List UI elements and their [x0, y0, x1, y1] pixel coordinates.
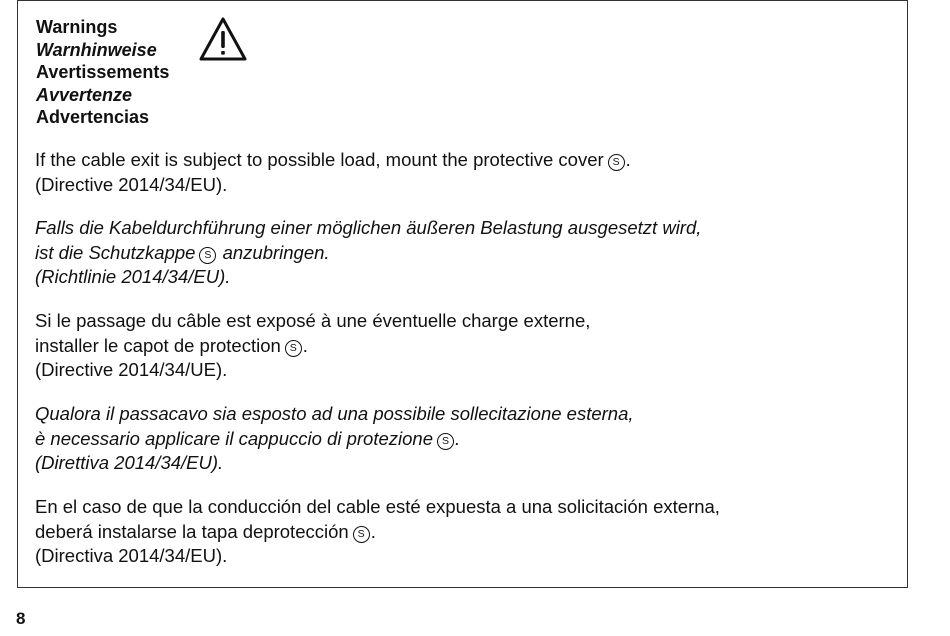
paragraph-es	[35, 495, 720, 569]
paragraph-es-line1: En el caso de que la conducción del cable esté expuesta a una solicitación externa,	[35, 496, 720, 517]
symbol-s-icon: S	[353, 526, 370, 543]
paragraph-it-line3: (Direttiva 2014/34/EU).	[35, 452, 224, 473]
heading-en: Warnings	[36, 17, 118, 37]
heading-es: Advertencias	[36, 107, 150, 127]
paragraph-es-text: deberá instalarse la tapa deprotección	[35, 520, 349, 542]
paragraph-en-line1	[35, 148, 631, 173]
paragraph-de-line1: Falls die Kabeldurchführung einer möglichen äußeren Belastung ausgesetzt wird,	[35, 217, 702, 238]
paragraph-es-end: .	[370, 520, 376, 542]
page-number: 8	[16, 609, 26, 628]
paragraph-de-end: anzubringen.	[222, 241, 330, 263]
paragraph-fr-line1: Si le passage du câble est exposé à une éventuelle charge externe,	[35, 310, 591, 331]
paragraph-fr-text: installer le capot de protection	[35, 334, 281, 356]
paragraph-de	[35, 216, 701, 290]
warning-triangle-icon	[198, 16, 248, 62]
paragraph-en	[35, 148, 631, 197]
heading-de: Warnhinweise	[36, 39, 157, 60]
paragraph-it-text: è necessario applicare il cappuccio di protezione	[35, 427, 433, 449]
symbol-s-icon: S	[285, 340, 302, 357]
paragraph-it-line1: Qualora il passacavo sia esposto ad una possibile sollecitazione esterna,	[35, 403, 634, 424]
heading-it: Avvertenze	[36, 84, 133, 105]
paragraph-en-end: .	[625, 149, 631, 170]
paragraph-it	[35, 402, 634, 476]
paragraph-de-text: ist die Schutzkappe	[35, 241, 196, 263]
paragraph-en-line2: (Directive 2014/34/EU).	[35, 173, 228, 195]
paragraph-it-line2	[35, 427, 634, 452]
symbol-s-icon: S	[608, 154, 625, 171]
paragraph-es-line2	[35, 520, 720, 545]
heading-fr: Avertissements	[36, 62, 170, 82]
paragraph-fr-end: .	[302, 334, 308, 356]
paragraph-fr-line2	[35, 334, 590, 359]
symbol-s-icon: S	[199, 247, 216, 264]
paragraph-es-line3: (Directiva 2014/34/EU).	[35, 545, 228, 566]
paragraph-en-text: If the cable exit is subject to possible load, mount the protective cover	[35, 149, 604, 170]
warning-headings	[36, 16, 169, 129]
paragraph-de-line2	[35, 241, 701, 266]
paragraph-fr	[35, 309, 590, 383]
paragraph-fr-line3: (Directive 2014/34/UE).	[35, 359, 228, 380]
paragraph-it-end: .	[455, 427, 461, 449]
symbol-s-icon: S	[437, 433, 454, 450]
paragraph-de-line3: (Richtlinie 2014/34/EU).	[35, 266, 231, 287]
